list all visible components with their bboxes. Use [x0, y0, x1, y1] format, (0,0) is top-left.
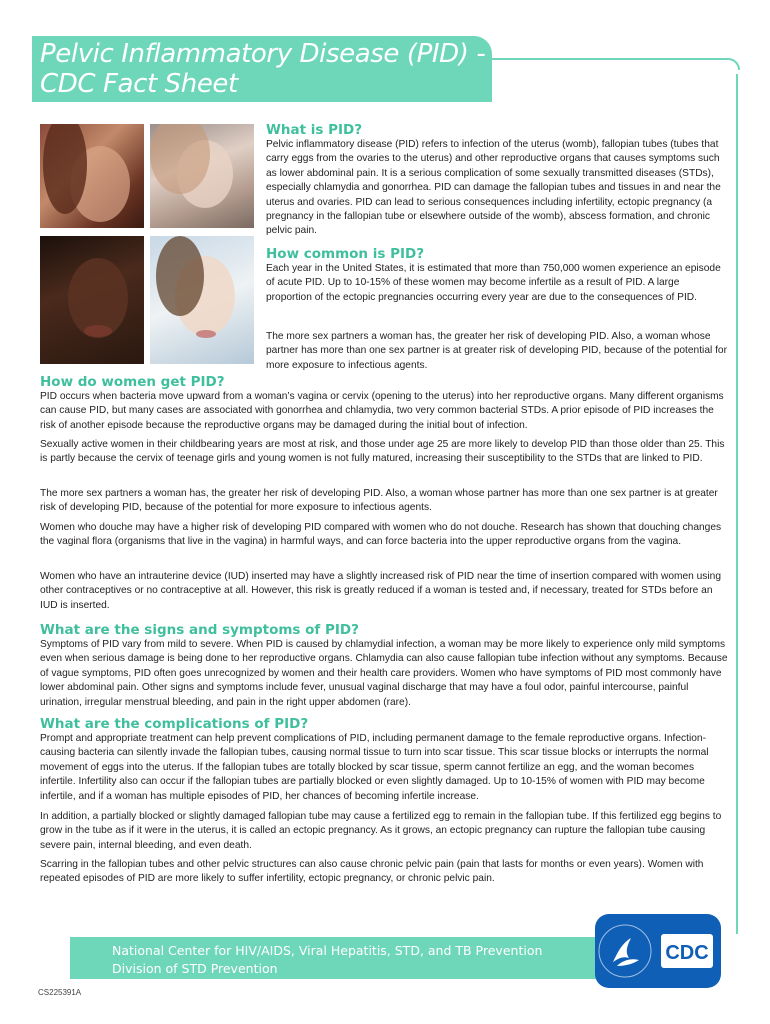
frame-right-border: [736, 74, 738, 934]
heading-signs: What are the signs and symptoms of PID?: [40, 622, 359, 638]
page-title-line-2: CDC Fact Sheet: [40, 69, 238, 99]
page-title-line-1: Pelvic Inflammatory Disease (PID) -: [40, 39, 486, 69]
para-complications-3: Scarring in the fallopian tubes and other pelvic structures can also cause chronic pelvic pain (pain that lasts for months or even years). Women with repeated episodes of PID are more likely to suffer infertility, ectopic pregnancy, or chronic pelvic pain.: [40, 859, 704, 885]
para-how-common-1: Each year in the United States, it is estimated that more than 750,000 women experience an episode of acute PID. Up to 10-15% of these women may become infertile as a result of PID. A large proportion of the ectopic pregnancies occurring every year are due to the consequences of PID.: [266, 263, 721, 303]
photo-woman-4: [150, 236, 254, 364]
cdc-logo-text: CDC: [665, 942, 709, 964]
para-signs: Symptoms of PID vary from mild to severe. When PID is caused by chlamydial infection, a woman may be more likely to experience only mild symptoms even when serious damage is being done to her reproductive organs. Chlamydia can also cause fallopian tube infection without any symptoms. Because of vague symptoms, PID often goes unrecognized by women and their health care providers. Women who have symptoms of PID most commonly have lower abdominal pain. Other signs and symptoms include fever, unusual vaginal discharge that may have a foul odor, painful intercourse, painful urination, irregular menstrual bleeding, and pain in the right upper abdomen (rare).: [40, 639, 728, 708]
heading-what-is-pid: What is PID?: [266, 122, 363, 138]
para-what-is-pid: Pelvic inflammatory disease (PID) refers to infection of the uterus (womb), fallopian tubes (tubes that carry eggs from the ovaries to the uterus) and other reproductive organs that causes symptoms such as lower abdominal pain. It is a serious complication of some sexually transmitted diseases (STDs), especially chlamydia and gonorrhea. PID can damage the fallopian tubes and tissues in and near the uterus and ovaries. PID can lead to serious consequences including infertility, ectopic pregnancy (a pregnancy in the fallopian tube or elsewhere outside of the womb), abscess formation, and chronic pelvic pain.: [266, 139, 721, 237]
frame-top-border: [466, 58, 740, 70]
para-how-get-4: Women who douche may have a higher risk of developing PID compared with women who do not douche. Research has shown that douching changes the vaginal flora (organisms that live in the vagina) in harmful ways, and can force bacteria into the upper reproductive organs from the vagina.: [40, 522, 722, 548]
para-complications-2: In addition, a partially blocked or slightly damaged fallopian tube may cause a fertilized egg to remain in the fallopian tube. If this fertilized egg begins to grow in the tube as if it were in the uterus, it is called an ectopic pregnancy. As it grows, an ectopic pregnancy can rupture the fallopian tube causing severe pain, internal bleeding, and even death.: [40, 811, 722, 851]
heading-how-common: How common is PID?: [266, 246, 425, 262]
heading-how-get: How do women get PID?: [40, 374, 225, 390]
cdc-logo: [595, 914, 721, 988]
para-how-get-1: PID occurs when bacteria move upward from a woman’s vagina or cervix (opening to the uterus) into her reproductive organs. Many different organisms can cause PID, but many cases are associated with gonorrhea and chlamydia, two very common bacterial STDs. A prior episode of PID increases the risk of another episode because the reproductive organs may be damaged during the initial bout of infection.: [40, 391, 724, 431]
photo-woman-2: [150, 124, 254, 228]
para-how-common-2: The more sex partners a woman has, the greater her risk of developing PID. Also, a woman whose partner has more than one sex partner is at greater risk of developing PID, because of the potential for more exposure to infectious agents.: [266, 331, 727, 371]
heading-complications: What are the complications of PID?: [40, 716, 309, 732]
para-how-get-2: Sexually active women in their childbearing years are most at risk, and those under age 25 are more likely to develop PID than those older than 25. This is partly because the cervix of teenage girls and young women is not fully matured, increasing their susceptibility to the STDs that are linked to PID.: [40, 439, 725, 465]
para-how-get-5: Women who have an intrauterine device (IUD) inserted may have a slightly increased risk of PID near the time of insertion compared with women using other contraceptives or no contraceptive at all. However, this risk is greatly reduced if a woman is tested and, if necessary, treated for STDs before an IUD is inserted.: [40, 571, 721, 611]
photo-woman-3: [40, 236, 144, 364]
para-complications-1: Prompt and appropriate treatment can help prevent complications of PID, including permanent damage to the female reproductive organs. Infection-causing bacteria can silently invade the fallopian tubes, causing normal tissue to turn into scar tissue. This scar tissue blocks or interrupts the normal movement of eggs into the uterus. If the fallopian tubes are totally blocked by scar tissue, sperm cannot fertilize an egg, and the woman becomes infertile. Infertility also can occur if the fallopian tubes are partially blocked or even slightly damaged. Up to 10-15% of women with PID may become infertile, and if a woman has multiple episodes of PID, her chances of becoming infertile increase.: [40, 733, 709, 802]
footer-center-name: National Center for HIV/AIDS, Viral Hepatitis, STD, and TB Prevention: [112, 943, 543, 958]
document-code: CS225391A: [38, 988, 82, 997]
para-how-get-3: The more sex partners a woman has, the greater her risk of developing PID. Also, a woman whose partner has more than one sex partner is at greater risk of developing PID, because of the potential for more exposure to infectious agents.: [40, 488, 718, 514]
footer-division-name: Division of STD Prevention: [112, 961, 278, 976]
photo-woman-1: [40, 124, 144, 228]
title-banner: [32, 36, 492, 102]
hhs-eagle-icon: [595, 914, 721, 988]
